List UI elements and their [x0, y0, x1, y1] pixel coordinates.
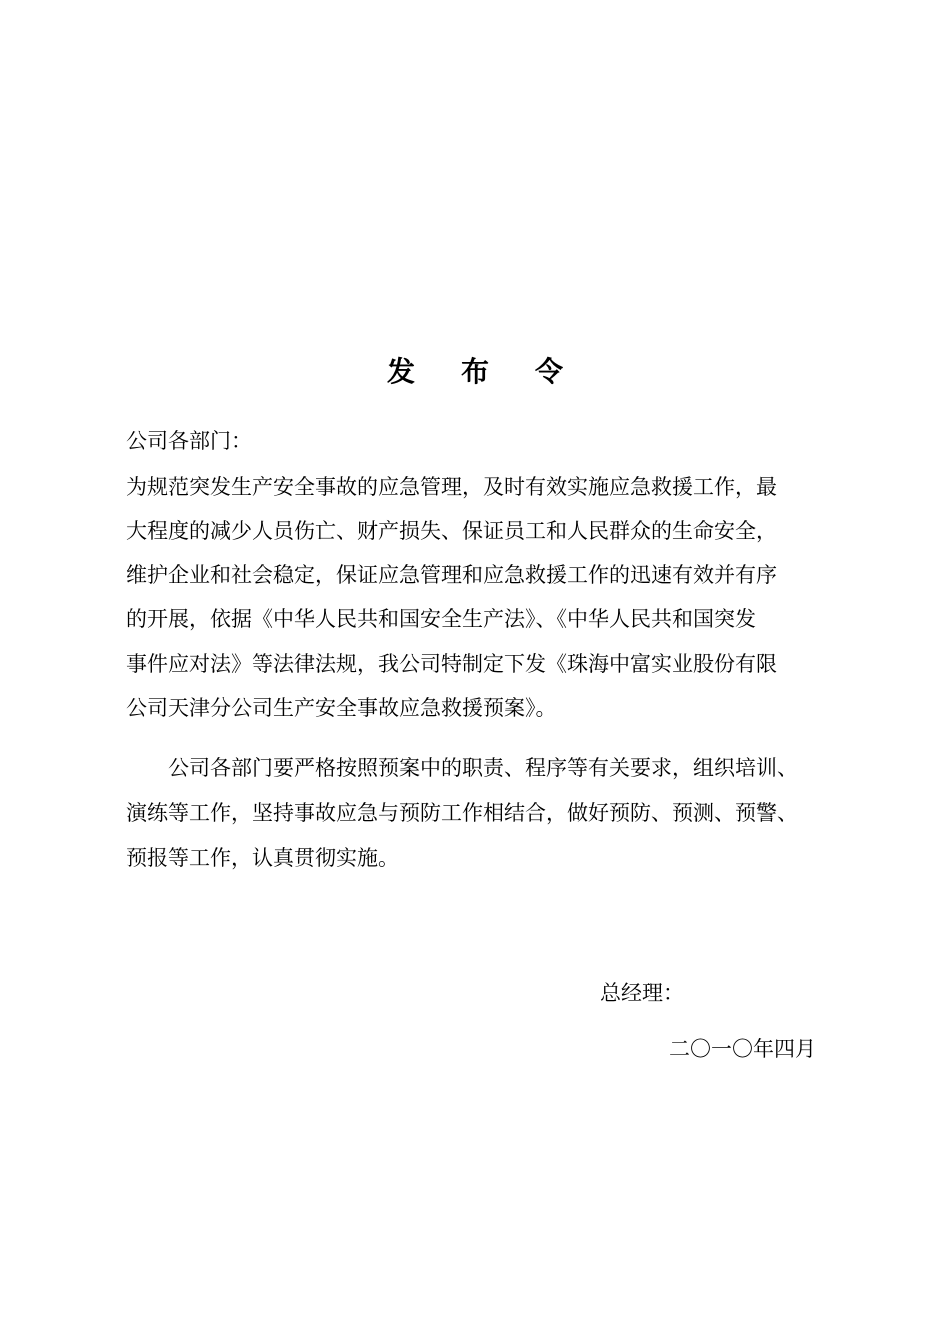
paragraph1-line-3: 维护企业和社会稳定，保证应急管理和应急救援工作的迅速有效并有序 — [126, 563, 777, 587]
salutation: 公司各部门： — [126, 429, 252, 453]
paragraph2-line-1: 公司各部门要严格按照预案中的职责、程序等有关要求，组织培训、 — [168, 756, 798, 780]
paragraph2-line-2: 演练等工作，坚持事故应急与预防工作相结合，做好预防、预测、预警、 — [126, 801, 798, 825]
paragraph2-line-3: 预报等工作，认真贯彻实施。 — [126, 846, 399, 870]
paragraph1-line-5: 事件应对法》等法律法规，我公司特制定下发《珠海中富实业股份有限 — [126, 652, 777, 676]
signature-label: 总经理： — [600, 981, 684, 1005]
document-title: 发布令 — [386, 355, 609, 388]
document-date: 二〇一〇年四月 — [669, 1037, 816, 1061]
paragraph1-line-2: 大程度的减少人员伤亡、财产损失、保证员工和人民群众的生命安全， — [126, 519, 777, 543]
paragraph1-line-6: 公司天津分公司生产安全事故应急救援预案》。 — [126, 696, 557, 720]
paragraph1-line-4: 的开展，依据《中华人民共和国安全生产法》、《中华人民共和国突发 — [126, 607, 756, 631]
paragraph1-line-1: 为规范突发生产安全事故的应急管理，及时有效实施应急救援工作，最 — [126, 475, 777, 499]
